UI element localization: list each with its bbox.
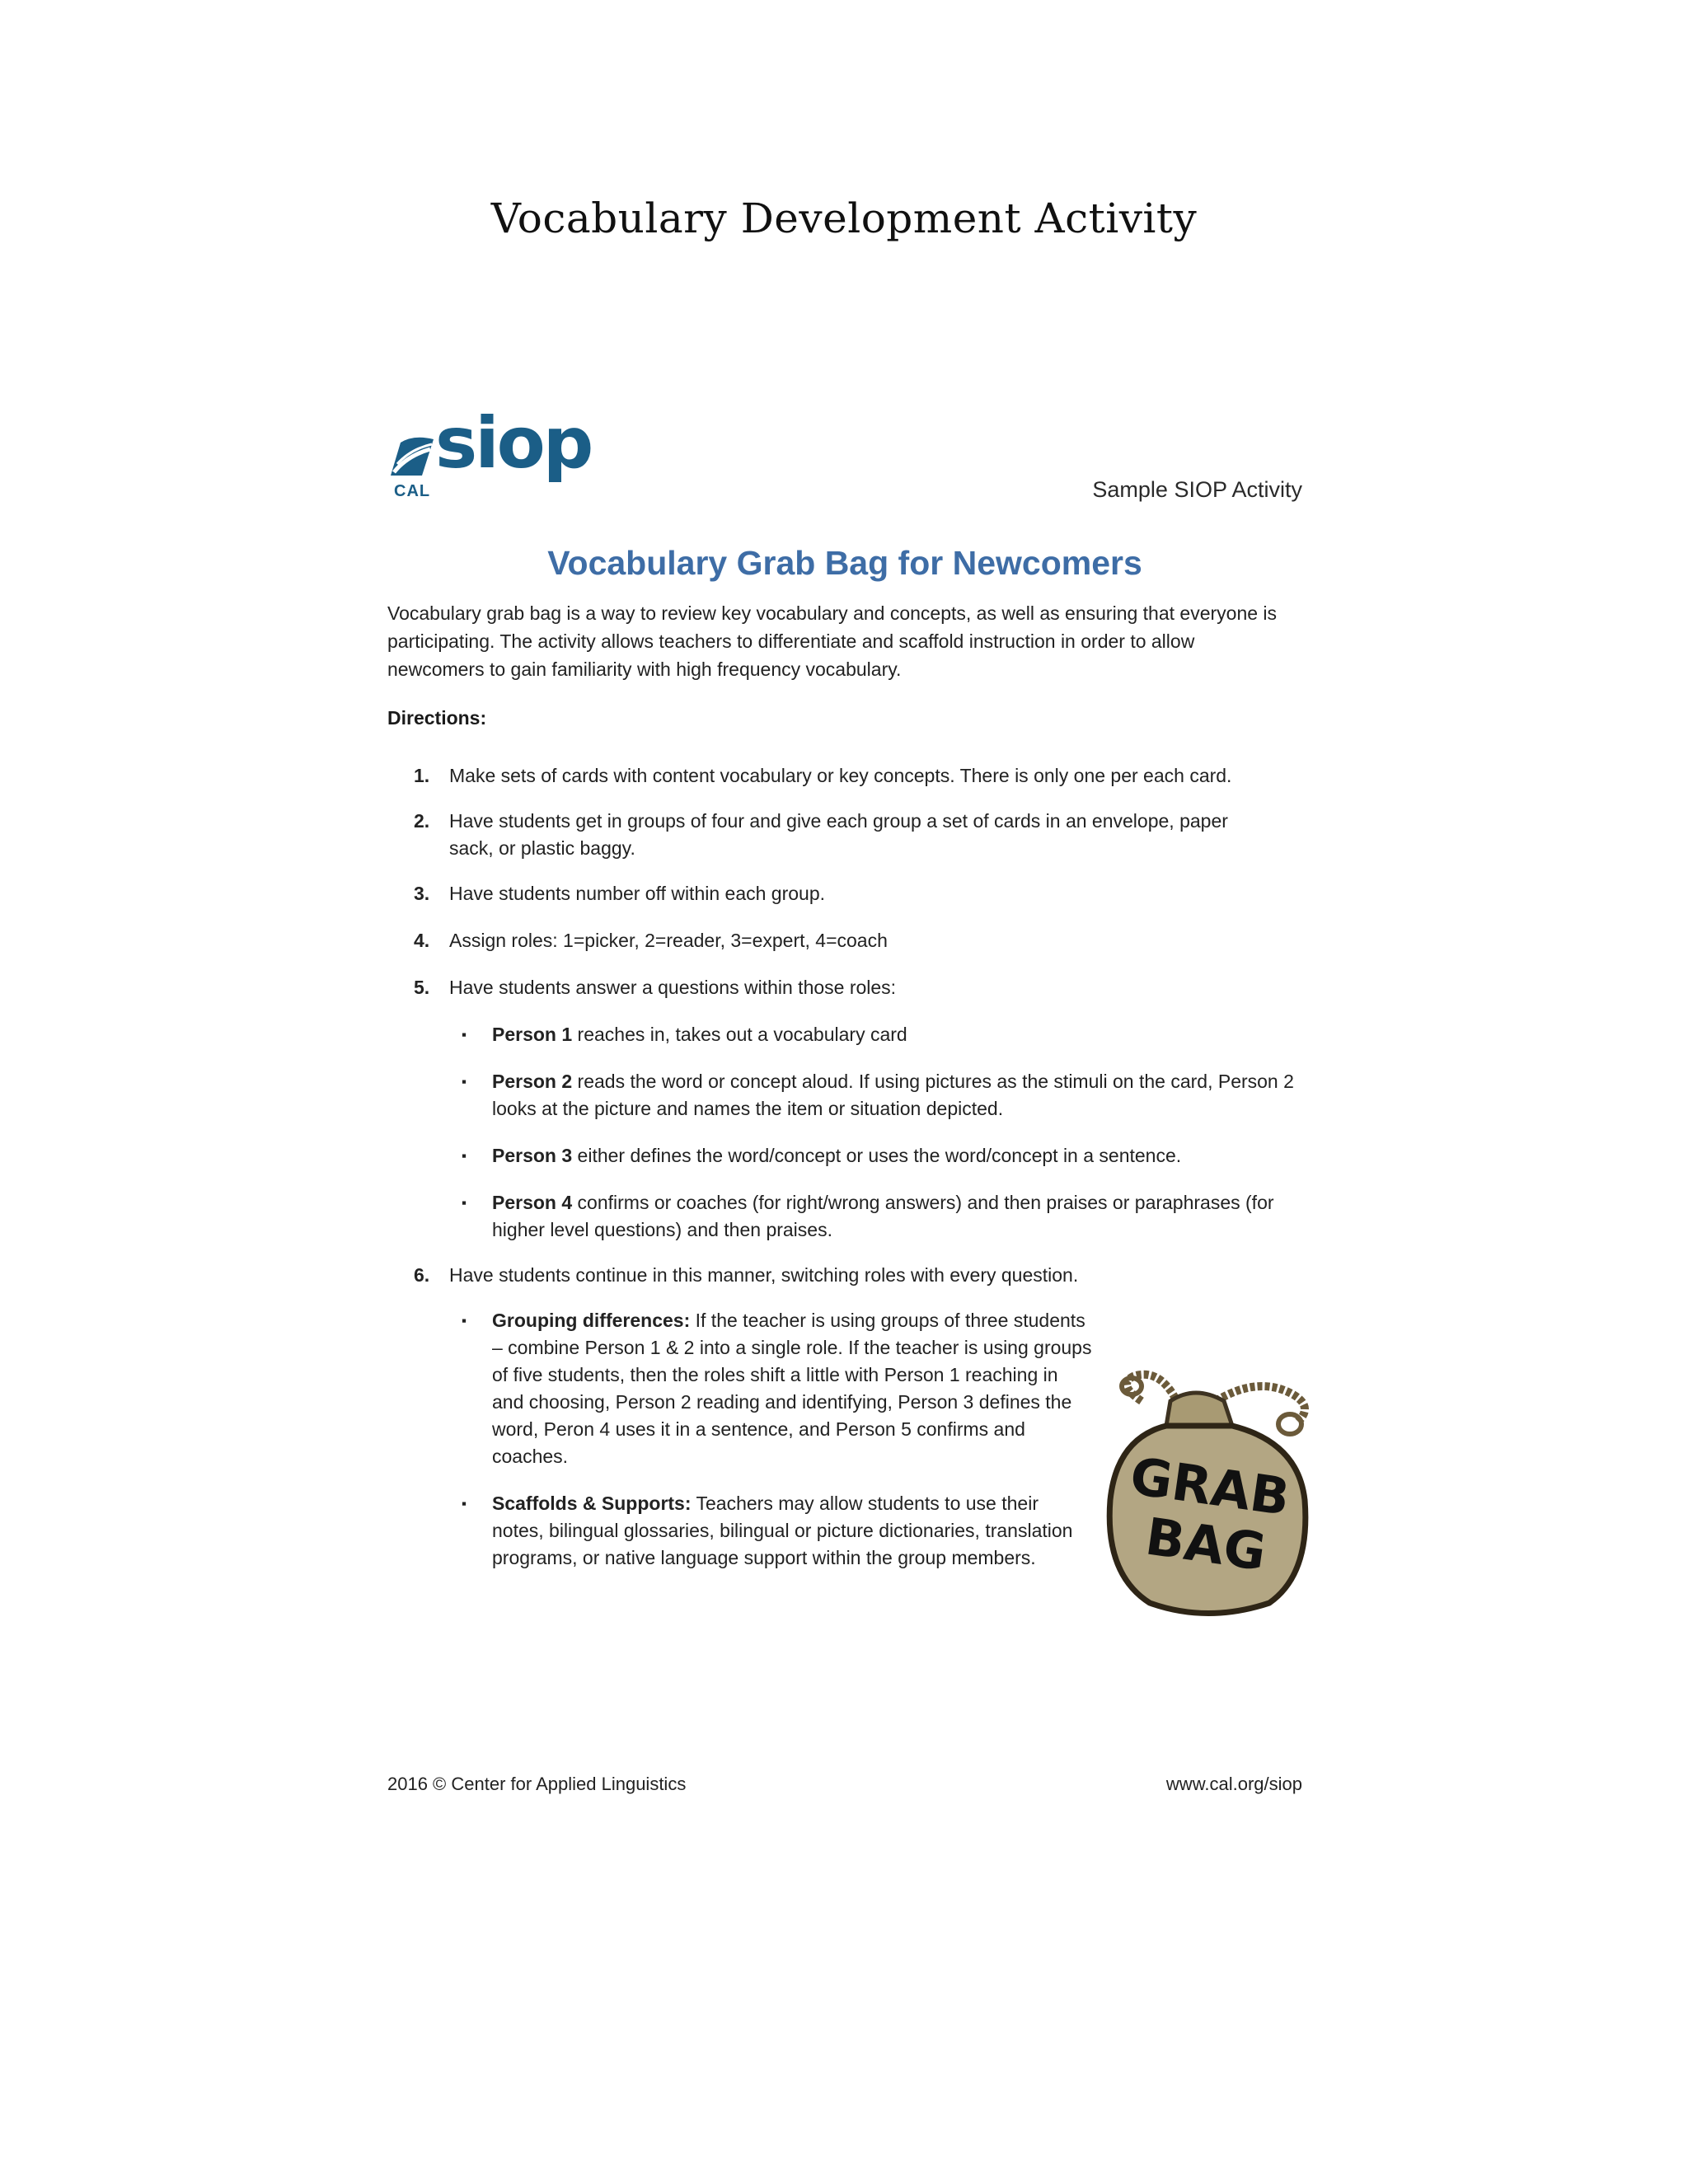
bullet-icon: ▪ bbox=[462, 1074, 467, 1090]
grab-bag-text-line1: GRAB bbox=[1126, 1446, 1294, 1528]
step-number: 4. bbox=[414, 930, 430, 951]
footer-url: www.cal.org/siop bbox=[1165, 1774, 1302, 1794]
intro-paragraph: Vocabulary grab bag is a way to review key vocabulary and concepts, as well as ensuring that everyone is participating. The activity allows teachers to differentiate and scaffold instruction in order to allow newcomers to gain familiarity with high frequency vocabulary. bbox=[387, 602, 1278, 680]
sample-activity-label: Sample SIOP Activity bbox=[1092, 477, 1302, 502]
role-item bbox=[387, 1142, 1302, 1169]
step-number: 1. bbox=[414, 765, 430, 786]
step-text: Have students continue in this manner, switching roles with every question. bbox=[449, 1264, 1079, 1286]
bullet-icon: ▪ bbox=[462, 1313, 467, 1329]
grab-bag-illustration bbox=[1092, 1368, 1323, 1624]
step-text: Have students number off within each group. bbox=[449, 883, 826, 904]
step-item bbox=[387, 1262, 1302, 1289]
role-label: Person 3 bbox=[492, 1145, 573, 1166]
step-item bbox=[387, 762, 1302, 790]
step-number: 3. bbox=[414, 883, 430, 904]
role-text: either defines the word/concept or uses the word/concept in a sentence. bbox=[572, 1145, 1182, 1166]
bullet-icon: ▪ bbox=[462, 1496, 467, 1511]
role-item bbox=[387, 1189, 1302, 1244]
page-heading: Vocabulary Development Activity bbox=[490, 194, 1198, 242]
bullet-icon: ▪ bbox=[462, 1027, 467, 1043]
footer-copyright: 2016 © Center for Applied Linguistics bbox=[387, 1774, 687, 1794]
cal-wave-icon bbox=[389, 434, 435, 477]
step-number: 6. bbox=[414, 1264, 430, 1286]
role-label: Person 1 bbox=[492, 1024, 573, 1045]
role-text: confirms or coaches (for right/wrong answers) and then praises or paraphrases (for higher level questions) and then praises. bbox=[492, 1192, 1274, 1240]
directions-label: Directions: bbox=[387, 707, 487, 729]
bag-neck bbox=[1166, 1393, 1232, 1426]
note-text: If the teacher is using groups of three students – combine Person 1 & 2 into a single role. If the teacher is using groups of five students, then the roles shift a little with Person 1 reaching in and choosing, Person 2 reading and identifying, Person 3 defines the word, Peron 4 uses it in a sentence, and Person 5 confirms and coaches. bbox=[492, 1310, 1092, 1467]
step-text: Have students answer a questions within those roles: bbox=[449, 977, 897, 998]
note-label: Grouping differences: bbox=[492, 1310, 691, 1331]
note-text: Teachers may allow students to use their notes, bilingual glossaries, bilingual or picture dictionaries, translation programs, or native language support within the group members. bbox=[492, 1493, 1073, 1568]
activity-title: Vocabulary Grab Bag for Newcomers bbox=[547, 544, 1142, 582]
bullet-icon: ▪ bbox=[462, 1195, 467, 1211]
role-text: reads the word or concept aloud. If using pictures as the stimuli on the card, Person 2 looks at the picture and names the item or situation depicted. bbox=[492, 1071, 1294, 1119]
roles-list bbox=[387, 1021, 1302, 1244]
role-item bbox=[387, 1068, 1302, 1122]
note-label: Scaffolds & Supports: bbox=[492, 1493, 692, 1514]
step-number: 5. bbox=[414, 977, 430, 998]
logo-brand-text: siop bbox=[435, 402, 592, 485]
grab-bag-text-line2: BAG bbox=[1142, 1506, 1270, 1583]
roles-list-container bbox=[387, 1021, 1302, 1244]
role-label: Person 2 bbox=[492, 1071, 573, 1092]
role-item bbox=[387, 1021, 1302, 1048]
step-item bbox=[387, 808, 1302, 862]
step-text: Assign roles: 1=picker, 2=reader, 3=expert, 4=coach bbox=[449, 930, 888, 951]
step-text: Make sets of cards with content vocabulary or key concepts. There is only one per each card. bbox=[449, 765, 1232, 786]
step-item bbox=[387, 880, 1302, 907]
step-number: 2. bbox=[414, 810, 430, 832]
role-text: reaches in, takes out a vocabulary card bbox=[572, 1024, 907, 1045]
role-label: Person 4 bbox=[492, 1192, 573, 1213]
step-item bbox=[387, 927, 1302, 954]
step-item bbox=[387, 974, 1302, 1001]
note-item bbox=[387, 1490, 1094, 1572]
siop-logo bbox=[387, 402, 592, 507]
bullet-icon: ▪ bbox=[462, 1148, 467, 1164]
note-item bbox=[387, 1307, 1094, 1470]
step-text: Have students get in groups of four and give each group a set of cards in an envelope, paper sack, or plastic baggy. bbox=[449, 810, 1228, 859]
logo-sub-text: CAL bbox=[394, 482, 431, 500]
